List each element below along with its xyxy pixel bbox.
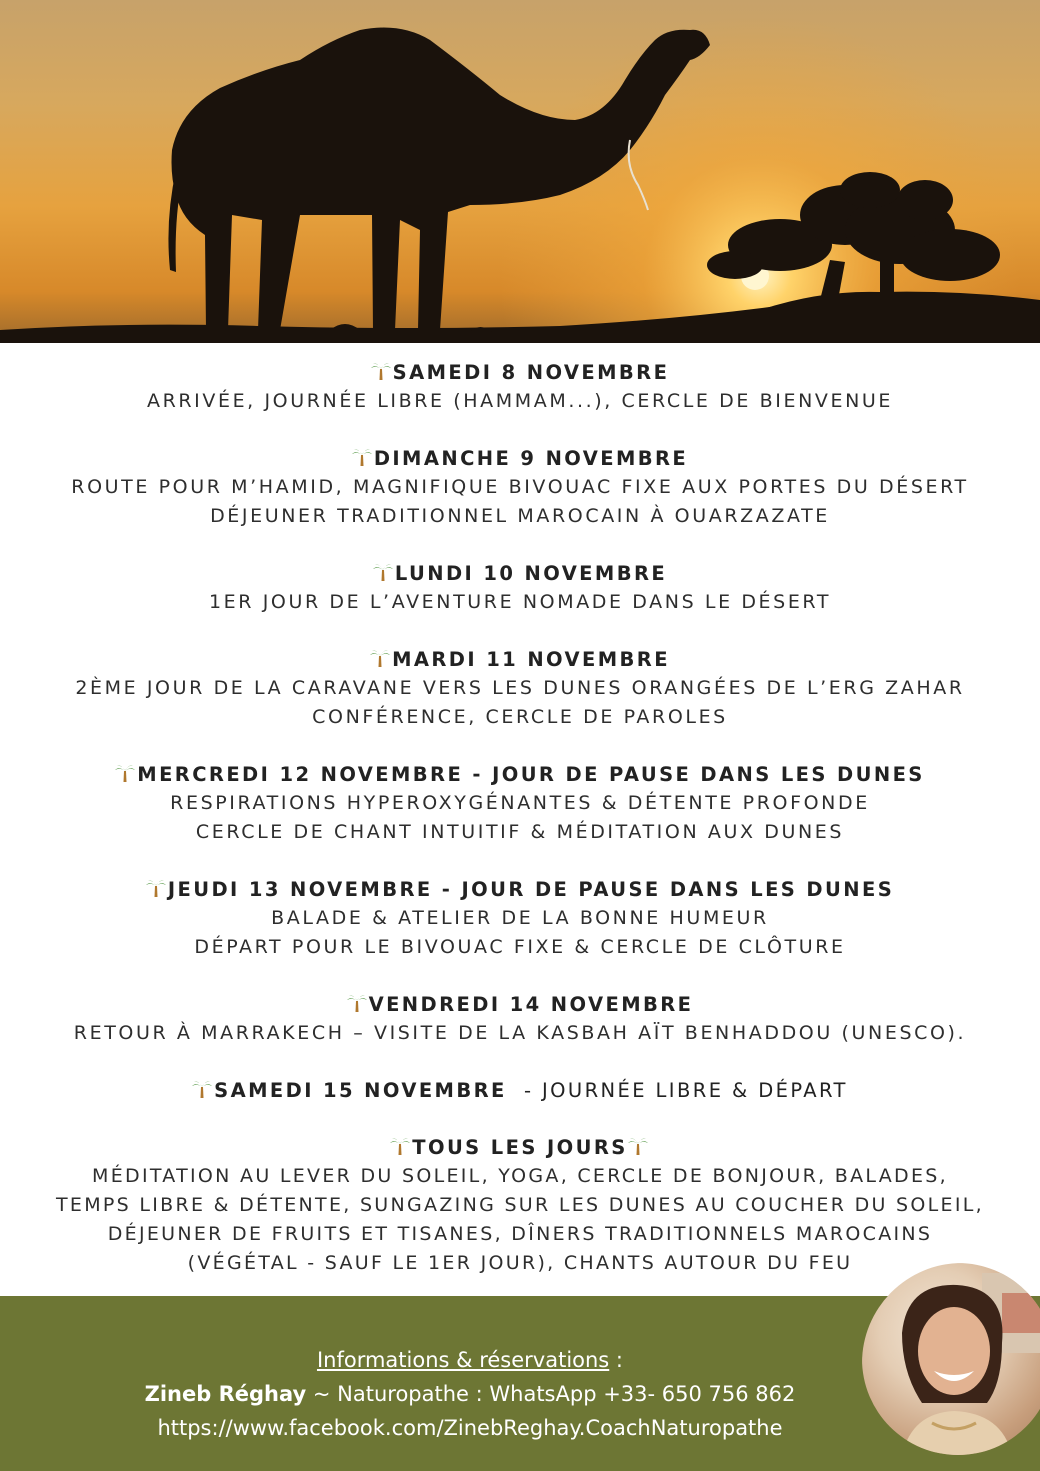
day-line: MÉDITATION AU LEVER DU SOLEIL, YOGA, CERCLE DE BONJOUR, BALADES,	[92, 1165, 948, 1187]
day-line: CONFÉRENCE, CERCLE DE PAROLES	[312, 706, 728, 728]
schedule	[0, 358, 1040, 1306]
day-line: (VÉGÉTAL - SAUF LE 1ER JOUR), CHANTS AUTOUR DU FEU	[187, 1252, 853, 1274]
schedule-day	[0, 1076, 1040, 1105]
contact-phone: ~ Naturopathe : WhatsApp +33- 650 756 862	[306, 1382, 796, 1406]
schedule-day	[0, 358, 1040, 416]
schedule-day	[0, 990, 1040, 1048]
schedule-daily	[0, 1133, 1040, 1278]
avatar-photo	[862, 1263, 1040, 1455]
day-title: DIMANCHE 9 NOVEMBRE	[0, 444, 1040, 473]
day-line: DÉJEUNER TRADITIONNEL MAROCAIN À OUARZAZATE	[210, 505, 830, 527]
palm-tree-icon	[146, 878, 166, 898]
day-line: CERCLE DE CHANT INTUITIF & MÉDITATION AUX DUNES	[195, 821, 845, 843]
schedule-day	[0, 559, 1040, 617]
day-title: VENDREDI 14 NOVEMBRE	[0, 990, 1040, 1019]
schedule-day	[0, 444, 1040, 531]
day-line: ROUTE POUR M’HAMID, MAGNIFIQUE BIVOUAC FIXE AUX PORTES DU DÉSERT	[71, 476, 969, 498]
avatar	[862, 1263, 1040, 1471]
schedule-day	[0, 875, 1040, 962]
palm-tree-icon	[373, 562, 393, 582]
portrait-illustration	[862, 1263, 1040, 1455]
day-line: DÉJEUNER DE FRUITS ET TISANES, DÎNERS TRADITIONNELS MAROCAINS	[107, 1223, 933, 1245]
contact-heading: Informations & réservations	[316, 1348, 610, 1372]
day-title: SAMEDI 15 NOVEMBRE - JOURNÉE LIBRE & DÉPART	[0, 1076, 1040, 1105]
hero-image	[0, 0, 1040, 343]
camel-sunset-illustration	[0, 0, 1040, 343]
palm-tree-icon	[628, 1136, 648, 1156]
facebook-link[interactable]: https://www.facebook.com/ZinebReghay.CoachNaturopathe	[157, 1416, 783, 1440]
palm-tree-icon	[390, 1136, 410, 1156]
palm-tree-icon	[370, 648, 390, 668]
day-title: MARDI 11 NOVEMBRE	[0, 645, 1040, 674]
day-line: DÉPART POUR LE BIVOUAC FIXE & CERCLE DE CLÔTURE	[194, 936, 846, 958]
schedule-day	[0, 760, 1040, 847]
day-line: TEMPS LIBRE & DÉTENTE, SUNGAZING SUR LES DUNES AU COUCHER DU SOLEIL,	[56, 1194, 984, 1216]
day-line: 1ER JOUR DE L’AVENTURE NOMADE DANS LE DÉSERT	[208, 591, 832, 613]
palm-tree-icon	[192, 1079, 212, 1099]
day-line: RESPIRATIONS HYPEROXYGÉNANTES & DÉTENTE PROFONDE	[170, 792, 870, 814]
day-line: RETOUR À MARRAKECH – VISITE DE LA KASBAH AÏT BENHADDOU (UNESCO).	[73, 1022, 967, 1044]
day-title: LUNDI 10 NOVEMBRE	[0, 559, 1040, 588]
day-line: 2ÈME JOUR DE LA CARAVANE VERS LES DUNES ORANGÉES DE L’ERG ZAHAR	[75, 677, 965, 699]
day-line: ARRIVÉE, JOURNÉE LIBRE (HAMMAM...), CERCLE DE BIENVENUE	[146, 390, 894, 412]
schedule-day	[0, 645, 1040, 732]
day-title: MERCREDI 12 NOVEMBRE - JOUR DE PAUSE DANS LES DUNES	[0, 760, 1040, 789]
contact-heading-line: Informations & réservations :	[316, 1348, 624, 1372]
palm-tree-icon	[352, 447, 372, 467]
day-line: BALADE & ATELIER DE LA BONNE HUMEUR	[271, 907, 769, 929]
day-title: TOUS LES JOURS	[0, 1133, 1040, 1162]
palm-tree-icon	[115, 763, 135, 783]
day-title: SAMEDI 8 NOVEMBRE	[0, 358, 1040, 387]
contact-line	[0, 1377, 940, 1411]
palm-tree-icon	[371, 361, 391, 381]
palm-tree-icon	[347, 993, 367, 1013]
day-title: JEUDI 13 NOVEMBRE - JOUR DE PAUSE DANS LES DUNES	[0, 875, 1040, 904]
contact-info	[0, 1343, 940, 1445]
contact-name: Zineb Réghay	[144, 1382, 307, 1406]
